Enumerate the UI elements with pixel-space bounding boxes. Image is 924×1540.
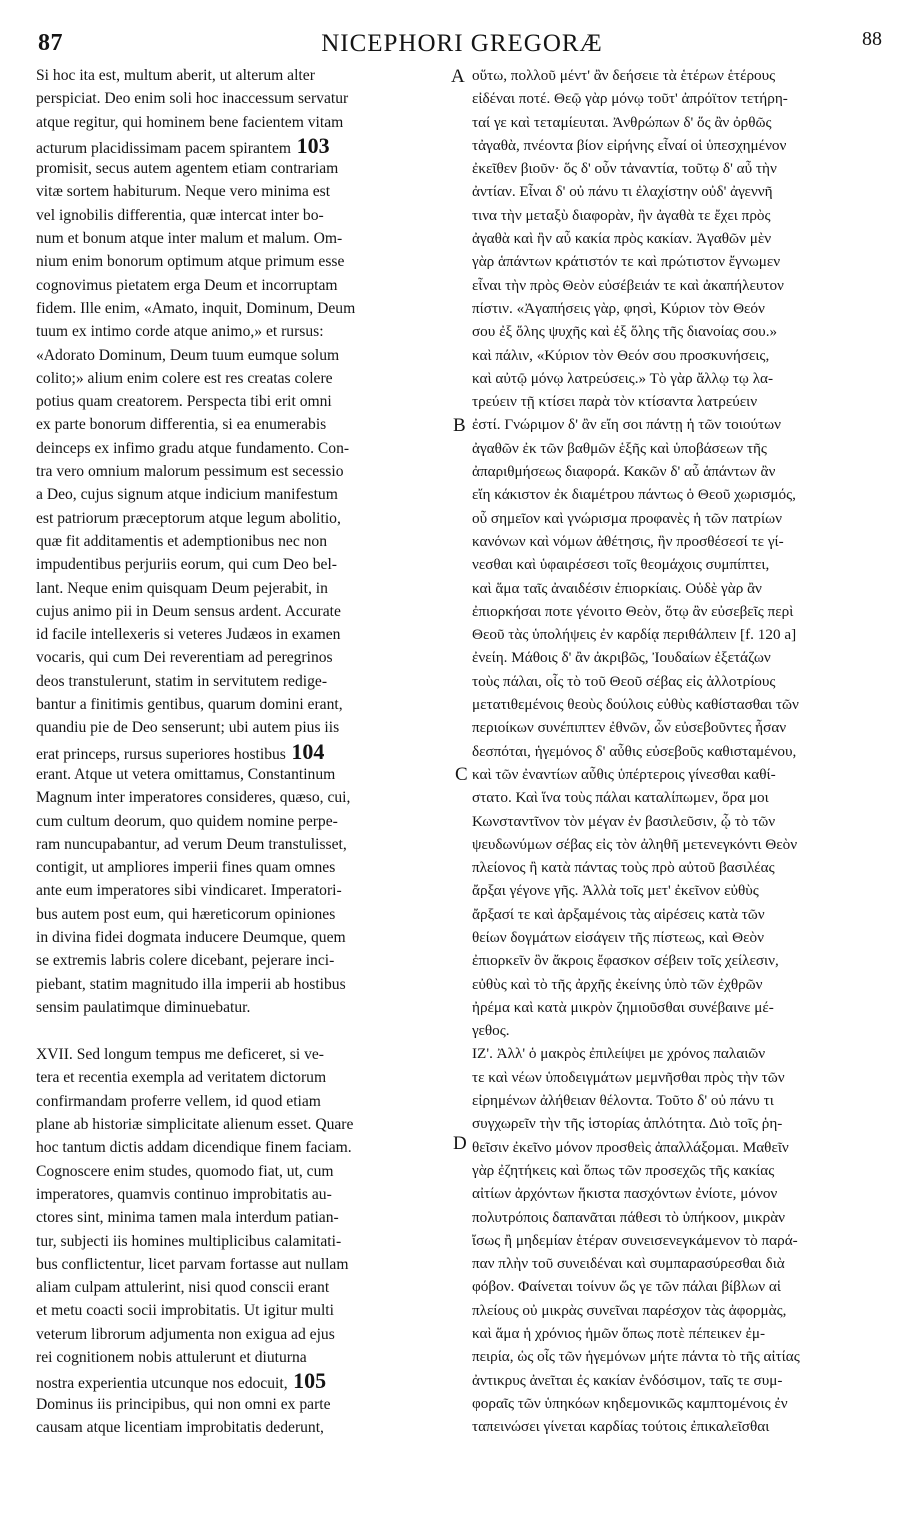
page-number-right: 88 <box>862 28 882 50</box>
greek-text-line: καὶ αὐτῷ μόνῳ λατρεύσεις.» Τὸ γὰρ ἄλλῳ τῳ λα- <box>472 369 774 387</box>
latin-line-text: id facile intellexeris si veteres Judæos in examen <box>36 626 341 644</box>
latin-line-text: plane ab historiæ simplicitate alienum esset. Quare <box>36 1116 354 1134</box>
greek-text-line: ἀγαθῶν ἐκ τῶν βαθμῶν ἑξῆς καὶ ὑποβάσεων τῆς <box>472 439 767 457</box>
latin-text-line <box>36 926 448 949</box>
latin-line-text: Dominus iis principibus, qui non omni ex parte <box>36 1395 331 1413</box>
greek-text-line: ἄρξασί τε καὶ ἀρξαμένοις τὰς αἱρέσεις κατὰ τῶν <box>472 905 765 923</box>
greek-text-line: τἀγαθὰ, πνέοντα βίον εἰρήνης εἶναί οἱ ὑπεσχημένον <box>472 136 787 154</box>
latin-text-line <box>36 344 448 367</box>
latin-text-line <box>36 996 448 1019</box>
latin-text-line <box>36 274 448 297</box>
latin-line-text: ante eum imperatores sibi vindicaret. Imperatori- <box>36 882 342 900</box>
latin-text-line <box>36 1160 448 1183</box>
latin-text-line <box>36 1090 448 1113</box>
latin-line-text: bus autem post eum, qui hæreticorum opiniones <box>36 905 336 923</box>
latin-text-line <box>36 1230 448 1253</box>
latin-text-line <box>36 390 448 413</box>
latin-text-line <box>36 810 448 833</box>
latin-line-text: cujus animo pii in Deum sensus ardent. Accurate <box>36 602 341 620</box>
latin-line-text: causam atque licentiam improbitatis dederunt, <box>36 1418 324 1436</box>
greek-text-line: μετατιθεμένοις θεοὺς δούλοις εὐθὺς καθίστασθαι τῶν <box>472 696 799 714</box>
greek-text-column <box>472 64 886 1439</box>
greek-text-line: τοὺς πάλαι, οἷς τὸ τοῦ Θεοῦ σέβας εἰς ἀλλοτρίους <box>472 672 776 690</box>
latin-line-text: cognovimus pietatem erga Deum et incorruptam <box>36 276 338 294</box>
page-header <box>0 0 924 60</box>
latin-text-line <box>36 134 448 157</box>
greek-text-line: ἐστί. Γνώριμον δ' ἂν εἴη σοι πάντῃ ἡ τῶν τοιούτων <box>472 416 781 434</box>
greek-text-line: ἀγαθὰ καὶ ἣν αὖ κακία πρὸς κακίαν. Ἀγαθῶν μὲν <box>472 230 772 248</box>
greek-text-line: οὗ σημεῖον καὶ γνώρισμα προφανὲς ἡ τῶν πατρίων <box>472 509 782 527</box>
latin-line-text: hoc tantum dictis addam dicendique finem faciam. <box>36 1139 352 1157</box>
latin-line-text: in divina fidei dogmata inducere Deumque, quem <box>36 928 346 946</box>
greek-text-line: Θεοῦ τὰς ὑπολήψεις ἐν καρδίᾳ περιθάλπειν [f. 120 a] <box>472 626 797 644</box>
latin-text-line <box>36 670 448 693</box>
latin-line-text: Magnum inter imperatores consideres, quæso, cui, <box>36 789 351 807</box>
latin-text-line <box>36 1346 448 1369</box>
latin-text-line <box>36 646 448 669</box>
latin-line-text: rei cognitionem nobis attulerunt et diuturna <box>36 1349 307 1367</box>
latin-text-line <box>36 833 448 856</box>
latin-line-text: aliam culpam attulerint, nisi quod conscii erant <box>36 1279 330 1297</box>
greek-text-line: ἀπαριθμήσεως διαφορά. Κακῶν δ' αὖ ἁπάντων ἂν <box>472 463 776 481</box>
latin-line-text: acturum placidissimam pacem spirantem <box>36 139 292 157</box>
latin-line-text: XVII. Sed longum tempus me deficeret, si ve- <box>36 1046 324 1064</box>
latin-text-line <box>36 530 448 553</box>
latin-text-line <box>36 180 448 203</box>
latin-line-text: quandiu pie de Deo senserunt; ubi autem pius iis <box>36 719 340 737</box>
latin-line-text: erant. Atque ut vetera omittamus, Constantinum <box>36 765 336 783</box>
latin-line-text: contigit, ut ampliores imperii fines quam omnes <box>36 859 336 877</box>
latin-line-text: a Deo, cujus signum atque indicium manifestum <box>36 486 338 504</box>
greek-text-line: φόβον. Φαίνεται τοίνυν ὥς γε τῶν πάλαι βίβλων αἱ <box>472 1278 781 1296</box>
latin-text-line <box>36 1043 448 1066</box>
latin-line-text: veterum librorum adjumenta non exigua ad ejus <box>36 1325 335 1343</box>
greek-text-line: κανόνων καὶ νόμων ἀθέτησις, ἣν προσθέσεσί τε γί- <box>472 532 784 550</box>
greek-text-line: καὶ τῶν ἐναντίων αὖθις ὑπέρτεροις γίνεσθαι καθί- <box>472 765 776 783</box>
greek-text-line: ταί γε καὶ τεταμίευται. Ἀνθρώπων δ' ὅς ἂν ὀρθῶς <box>472 113 772 131</box>
latin-text-column <box>36 64 448 1439</box>
greek-text-line: ἴσως ἢ μηδεμίαν ἑτέραν συνεισενεγκάμενον τὸ παρά- <box>472 1231 798 1249</box>
greek-text-line: Κωνσταντῖνον τὸν μέγαν ἐν βασιλεῦσιν, ᾧ τὸ τῶν <box>472 812 776 830</box>
latin-text-line <box>36 413 448 436</box>
latin-line-text: deos transtulerunt, statim in servitutem redige- <box>36 672 328 690</box>
latin-line-text: lant. Neque enim quisquam Deum pejerabit, in <box>36 579 328 597</box>
latin-line-text: se extremis labris colere dicebant, pejerare inci- <box>36 952 335 970</box>
latin-line-text: sensim paulatimque diminuebatur. <box>36 998 251 1016</box>
greek-text-line: συγχωρεῖν τὴν τῆς ἱστορίας ἁπλότητα. Διὸ τοῖς ῥη- <box>472 1115 783 1133</box>
latin-text-line <box>36 1136 448 1159</box>
latin-text-line <box>36 437 448 460</box>
greek-text-line: πλείους οὐ μικρὰς συνεῖναι παρέσχον τὰς ἀφορμὰς, <box>472 1301 787 1319</box>
greek-text-line: ἀντικρυς ἀνεῖται ἐς κακίαν ἐνδόσιμον, ταῖς τε συμ- <box>472 1371 783 1389</box>
latin-text-line <box>36 320 448 343</box>
margin-letter-a: A <box>451 66 465 87</box>
latin-line-text: tera et recentia exempla ad veritatem dictorum <box>36 1069 327 1087</box>
latin-line-text: est patriorum præceptorum atque legum abolitio, <box>36 509 341 527</box>
latin-text-line <box>36 460 448 483</box>
greek-text-line: γὰρ ἁπάντων κράτιστόν τε καὶ πρώτιστον ἔγνωμεν <box>472 253 781 271</box>
latin-line-text: Cognoscere enim studes, quomodo fiat, ut, cum <box>36 1162 334 1180</box>
greek-text-line: εἴη κάκιστον ἐκ διαμέτρου πάντως ὁ Θεοῦ χωρισμός, <box>472 486 796 504</box>
latin-text-line <box>36 856 448 879</box>
page-reference-number: 105 <box>287 1369 327 1393</box>
latin-line-text: quæ fit additamentis et ademptionibus nec non <box>36 532 328 550</box>
latin-text-line <box>36 623 448 646</box>
latin-text-line <box>36 64 448 87</box>
greek-text-line: ἀντίαν. Εἶναι δ' οὐ πάνυ τι ἐλαχίστην οὐδ' ἀγεννῆ <box>472 183 773 201</box>
latin-text-line <box>36 297 448 320</box>
greek-text-line: ψευδωνύμων σέβας εἰς τὸν ἀληθῆ μετενεγκόντι Θεὸν <box>472 835 798 853</box>
latin-line-text: cum cultum deorum, quo quidem nomine perpe- <box>36 812 338 830</box>
latin-text-line <box>36 250 448 273</box>
latin-text-line <box>36 577 448 600</box>
latin-text-line <box>36 1393 448 1416</box>
latin-line-text: tra vero omnium malorum pessimum est secessio <box>36 463 344 481</box>
latin-line-text: atque regitur, qui hominem bene facientem vitam <box>36 113 344 131</box>
latin-text-line <box>36 786 448 809</box>
latin-line-text: piebant, statim magnitudo illa imperii ab hostibus <box>36 975 346 993</box>
latin-line-text: vel ignobilis differentia, quæ intercat inter bo- <box>36 206 324 224</box>
greek-text-line: καὶ ἅμα ταῖς ἀναιδέσιν ἐπιορκίαις. Οὐδὲ γὰρ ἂν <box>472 579 762 597</box>
greek-text-line: πειρία, ὡς οἷς τῶν ἡγεμόνων μήτε πάντα τὸ τῆς αἰτίας <box>472 1348 800 1366</box>
greek-text-line: εὐθὺς καὶ τὸ τῆς ἀρχῆς ἐκείνης ὑπὸ τῶν ἐχθρῶν <box>472 975 763 993</box>
latin-line-text: ram nuncupabantur, ad verum Deum transtulisset, <box>36 835 347 853</box>
latin-text-line <box>36 157 448 180</box>
latin-text-line <box>36 1369 448 1392</box>
latin-line-text: confirmandam proferre vellem, id quod etiam <box>36 1092 321 1110</box>
greek-text-line: ἐνείη. Μάθοις δ' ἂν ἀκριβῶς, Ἰουδαίων ἐξετάζων <box>472 649 771 667</box>
greek-text-line: πλείονος ἢ κατὰ πάντας τοὺς πρὸ αὐτοῦ βασιλέας <box>472 859 775 877</box>
latin-line-text: «Adorato Dominum, Deum tuum eumque solum <box>36 346 340 364</box>
latin-line-text: ex parte bonorum differentia, si ea enumerabis <box>36 416 327 434</box>
latin-text-line <box>36 1066 448 1089</box>
latin-line-text: Si hoc ita est, multum aberit, ut alterum alter <box>36 67 315 84</box>
latin-line-text: colito;» alium enim colere est res creatas colere <box>36 369 333 387</box>
latin-text-line <box>36 693 448 716</box>
greek-text-line: καὶ πάλιν, «Κύριον τὸν Θεόν σου προσκυνήσεις, <box>472 346 770 364</box>
latin-line-text: vitæ sortem habiturum. Neque vero minima est <box>36 183 331 201</box>
latin-line-text: promisit, secus autem agentem etiam contrariam <box>36 160 339 178</box>
latin-text-line <box>36 903 448 926</box>
page-reference-number: 104 <box>285 739 325 763</box>
greek-text-line: τρεύειν τῇ κτίσει παρὰ τὸν κτίσαντα λατρεύειν <box>472 393 758 411</box>
latin-text-line <box>36 879 448 902</box>
latin-line-text: et metu coacti socii improbitatis. Ut igitur multi <box>36 1302 334 1320</box>
latin-line-text: imperatores, quamvis continuo improbitatis au- <box>36 1185 332 1203</box>
greek-text-line: γεθος. <box>472 1022 510 1040</box>
margin-letter-d: D <box>453 1133 467 1154</box>
latin-text-line <box>36 553 448 576</box>
greek-text-line: γὰρ ἐζητήκεις καὶ ὅπως τῶν προσεχῶς τῆς κακίας <box>472 1161 775 1179</box>
latin-text-line <box>36 507 448 530</box>
greek-text-line: νεσθαι καὶ ὑφαιρέσεσι τοῖς θεομάχοις συμπίπτει, <box>472 556 770 574</box>
greek-text-line: εἶναι τὴν πρὸς Θεὸν εὐσέβειάν τε καὶ ἀκαπήλευτον <box>472 276 784 294</box>
paragraph-gap <box>36 1019 448 1043</box>
greek-text-line: αἰτίων ἀρχόντων ἥκιστα πασχόντων ἐνίοτε, μόνον <box>472 1185 778 1203</box>
latin-line-text: deinceps ex infimo gradu atque fundamento. Con- <box>36 439 350 457</box>
latin-line-text: erat princeps, rursus superiores hostibus <box>36 745 286 763</box>
page-reference-number: 103 <box>291 133 330 158</box>
greek-text-line: θείων δογμάτων εἰσάγειν τῆς πίστεως, καὶ Θεὸν <box>472 928 764 946</box>
latin-text-line <box>36 1206 448 1229</box>
latin-line-text: bus conflictentur, licet parvam fortasse aut nullam <box>36 1255 349 1273</box>
greek-text-line: ἄρξαι γέγονε γῆς. Ἀλλὰ τοῖς μετ' ἐκεῖνον εὐθὺς <box>472 882 759 900</box>
latin-line-text: tur, subjecti iis homines multiplicibus calamitati- <box>36 1232 342 1250</box>
latin-line-text: bantur a finitimis gentibus, quarum domini erant, <box>36 696 343 714</box>
greek-text-line: περιοίκων συνέπιπτεν ἐθνῶν, ὧν εὐσεβοῦντες ἦσαν <box>472 719 787 737</box>
latin-text-line <box>36 763 448 786</box>
greek-text-line: στατο. Καὶ ἵνα τοὺς πάλαι καταλίπωμεν, ὅρα μοι <box>472 789 769 807</box>
margin-letter-c: C <box>455 764 468 785</box>
latin-line-text: num et bonum atque inter malum et malum. Om- <box>36 230 343 248</box>
running-title: NICEPHORI GREGORÆ <box>321 30 603 57</box>
greek-text-line: ΙΖ'. Ἀλλ' ὁ μακρὸς ἐπιλείψει με χρόνος παλαιῶν <box>472 1045 766 1063</box>
latin-text-line <box>36 740 448 763</box>
greek-text-line: ἐπιορκεῖν ὃν ἄκροις ἔφασκον σέβειν τοῖς χείλεσιν, <box>472 952 779 970</box>
latin-text-line <box>36 87 448 110</box>
latin-text-line <box>36 367 448 390</box>
latin-text-line <box>36 1416 448 1439</box>
greek-text-line: ἐπιορκήσαι ποτε γένοιτο Θεὸν, ὅτῳ ἂν εὐσεβεῖς περὶ <box>472 602 794 620</box>
greek-text-line: ταπεινώσει γίνεται καρδίας τούτοις ἐπικαλεῖσθαι <box>472 1418 770 1436</box>
greek-text-line: φοραῖς τῶν ὑπηκόων κηδεμονικῶς καμπτομένοις ἐν <box>472 1394 788 1412</box>
greek-text-line: σου ἐξ ὅλης ψυχῆς καὶ ἐξ ὅλης τῆς διανοίας σου.» <box>472 323 778 341</box>
greek-text-line: ἠρέμα καὶ κατὰ μικρὸν ζημιοῦσθαι συνέβαινε μέ- <box>472 998 774 1016</box>
latin-text-line <box>36 483 448 506</box>
greek-text-line: δεσπόται, ἡγεμόνος δ' αὖθις εὐσεβοῦς καθισταμένου, <box>472 742 797 760</box>
latin-text-line <box>36 1113 448 1136</box>
latin-line-text: nostra experientia utcunque nos edocuit, <box>36 1375 288 1393</box>
latin-text-line <box>36 716 448 739</box>
latin-text-line <box>36 227 448 250</box>
latin-text-line <box>36 1323 448 1346</box>
latin-line-text: nium enim bonorum optimum atque primum esse <box>36 253 345 271</box>
greek-text-line: πίστιν. «Ἀγαπήσεις γὰρ, φησὶ, Κύριον τὸν Θεόν <box>472 299 765 317</box>
latin-text-line <box>36 204 448 227</box>
page-number-left: 87 <box>38 30 63 56</box>
greek-text-line: τινα τὴν μεταξὺ διαφορὰν, ἣν ἀγαθὰ τε ἔχει πρὸς <box>472 206 771 224</box>
greek-text-line: θεῖσιν ἐκεῖνο μόνον προσθεὶς ἀπαλλάξομαι. Μαθεῖν <box>472 1138 789 1156</box>
latin-text-line <box>36 111 448 134</box>
latin-text-line <box>36 1299 448 1322</box>
latin-line-text: tuum ex intimo corde atque animo,» et rursus: <box>36 323 324 341</box>
greek-text-line: εἰδέναι ποτέ. Θεῷ γὰρ μόνῳ τοῦτ' ἀπρόϊτον τετήρη- <box>472 90 788 108</box>
greek-text-line: οὕτω, πολλοῦ μέντ' ἂν δεήσειε τὰ ἑτέρων ἑτέρους <box>472 67 776 84</box>
greek-text-line: καὶ ἅμα ἡ χρόνιος ἡμῶν ὅπως ποτὲ πέπεικεν ἐμ- <box>472 1325 766 1343</box>
greek-text-line: τε καὶ νέων ὑποδειγμάτων μεμνῆσθαι πρὸς τὴν τῶν <box>472 1068 785 1086</box>
greek-text-line: πολυτρόποις δαπανᾶται πάθεσι τὸ ὑπήκοον, μικρὰν <box>472 1208 786 1226</box>
latin-line-text: impudentibus perjuriis eorum, qui cum Deo bel- <box>36 556 337 574</box>
latin-line-text: fidem. Ille enim, «Amato, inquit, Dominum, Deum <box>36 299 356 317</box>
greek-text-line: παν πλὴν τοῦ συνειδέναι καὶ συμπαρασύρεσθαι διὰ <box>472 1255 785 1273</box>
greek-text-line: ἐκεῖθεν βιοῦν· ὅς δ' οὖν τἀναντία, τοῦτῳ δ' αὖ τὴν <box>472 160 777 178</box>
margin-letter-b: B <box>453 415 466 436</box>
latin-line-text: ctores sint, minima tamen mala interdum patian- <box>36 1209 339 1227</box>
latin-text-line <box>36 1183 448 1206</box>
latin-text-line <box>36 949 448 972</box>
latin-text-line <box>36 600 448 623</box>
latin-line-text: perspiciat. Deo enim soli hoc inaccessum servatur <box>36 90 349 108</box>
latin-text-line <box>36 1276 448 1299</box>
latin-line-text: vocaris, qui cum Dei reverentiam ad peregrinos <box>36 649 333 667</box>
latin-line-text: potius quam creatorem. Perspecta tibi erit omni <box>36 393 332 411</box>
latin-text-line <box>36 1253 448 1276</box>
latin-text-line <box>36 973 448 996</box>
greek-text-line: εἰρημένων ἀλήθειαν θέλοντα. Τοῦτο δ' οὐ πάνυ τι <box>472 1092 774 1110</box>
